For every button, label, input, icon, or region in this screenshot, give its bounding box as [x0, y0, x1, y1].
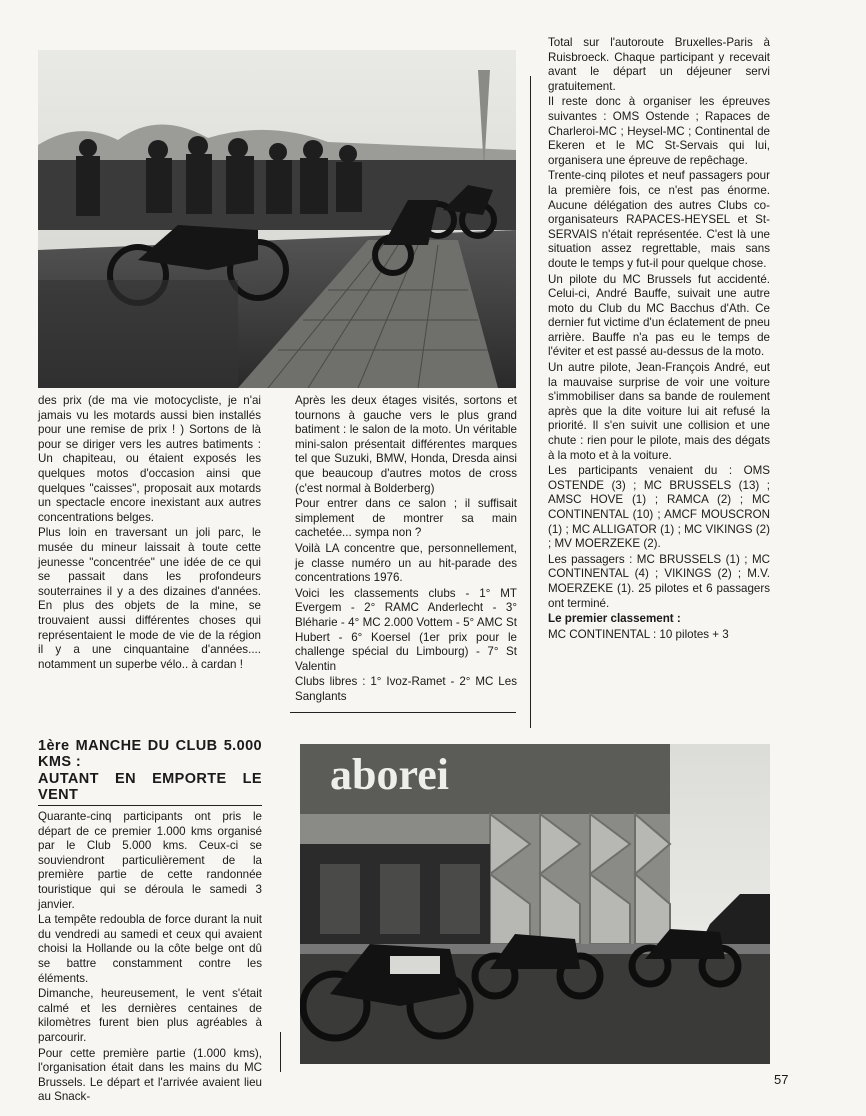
column-divider [280, 1032, 281, 1072]
paragraph: Clubs libres : 1° Ivoz-Ramet - 2° MC Les Sanglants [295, 675, 517, 703]
heading-rule [38, 805, 262, 806]
paragraph: Pour entrer dans ce salon ; il suffisait simplement de montrer sa main cachetée... sympa non ? [295, 497, 517, 540]
paragraph: Pour cette première partie (1.000 kms), l'organisation était dans les mains du MC Brussels. Le départ et l'arrivée avaient lieu au Snack- [38, 1046, 262, 1104]
paragraph: Total sur l'autoroute Bruxelles-Paris à Ruisbroeck. Chaque participant y recevait avant le départ un déjeuner servi gratuitement. [548, 36, 770, 93]
paragraph: Un pilote du MC Brussels fut accidenté. Celui-ci, André Bauffe, suivait une autre moto du Club du MC Bacchus d'Ath. Ce dernier fut victime d'un éclatement de pneu arrière. Bauffe n'a pas eu le temps de l'éviter et est passé au-dessus de la moto. [548, 272, 770, 359]
classement-label: Le premier classement : [548, 612, 681, 626]
paragraph: La tempête redoubla de force durant la nuit du vendredi au samedi et ceux qui avaient choisi la Hollande ou la côte belge ont dû se battre constamment contre les éléments. [38, 913, 262, 985]
paragraph: Dimanche, heureusement, le vent s'était calmé et les dernières centaines de kilomètres furent bien plus agréables à parcourir. [38, 987, 262, 1044]
article-column-2 [295, 394, 517, 705]
column-divider [530, 76, 531, 728]
article-heading: 1ère MANCHE DU CLUB 5.000 KMS : [38, 738, 262, 770]
paragraph: des prix (de ma vie motocycliste, je n'ai jamais vu les motards aussi bien installés pour une remise de prix ! ) Sortons de là pour se diriger vers les autres batiments : Un chapiteau, ou étaient exposés les quelques motos d'occasion ainsi que quelques "caisses", proposait aux motards un spectacle encore inexistant aux autres concentrations belges. [38, 394, 261, 524]
paragraph: Voici les classements clubs - 1° MT Evergem - 2° RAMC Anderlecht - 3° Bléharie - 4° MC 2.000 Vottem - 5° AMC St Hubert - 6° Koersel (1er prix pour le challenge spécial du Limbourg) - 7° St Valentin [295, 586, 517, 673]
classement-line: MC CONTINENTAL : 10 pilotes + 3 [548, 627, 729, 641]
page-number: 57 [774, 1072, 789, 1087]
article-column-3 [548, 36, 770, 643]
photo-motorcycles-parking [38, 50, 516, 388]
article-subheading: AUTANT EN EMPORTE LE VENT [38, 771, 262, 803]
paragraph: Les participants venaient du : OMS OSTENDE (3) ; MC BRUSSELS (13) ; AMSC HOVE (1) ; RAMCA (2) ; MC CONTINENTAL (10) ; AMCF MOUSCRON (1) ; MC ALLIGATOR (1) ; MC VIKINGS (2) ; MV MOERZEKE (2). [548, 464, 770, 551]
paragraph: Les passagers : MC BRUSSELS (1) ; MC CONTINENTAL (4) ; VIKINGS (2) ; M.V. MOERZEKE (1). 25 pilotes et 6 passagers ont terminé. [548, 552, 770, 610]
paragraph: Il reste donc à organiser les épreuves suivantes : OMS Ostende ; Rapaces de Charleroi-MC ; Heysel-MC ; Continental de Ekeren et le MC St-Servais qui lui, organisera une épreuve de repêchage. [548, 95, 770, 167]
section-divider [290, 712, 516, 713]
article-column-4 [38, 738, 262, 1106]
paragraph: Quarante-cinq participants ont pris le départ de ce premier 1.000 kms organisé par le Club 5.000 kms. Ceux-ci se souviendront particulièrement de la première partie de cette randonnée touristique qui se déroula le samedi 3 janvier. [38, 810, 262, 911]
paragraph: Un autre pilote, Jean-François André, eut la mauvaise surprise de voir une voiture s'immobiliser dans sa bande de roulement après que la dite voiture lui ait refusé la priorité. Il s'en suivit une collision et une chute : rien pour le pilote, mais des dégats à la moto et à la voiture. [548, 361, 770, 462]
paragraph: Trente-cinq pilotes et neuf passagers pour la première fois, ce n'est pas énorme. Aucune délégation des autres Clubs co-organisateurs RAPACES-HEYSEL et St-SERVAIS n'était représentée. C'est là une situation assez regrettable, mais sans doute le temps y fut-il pour quelque chose. [548, 169, 770, 270]
storefront-sign: aborei [330, 750, 449, 799]
paragraph: Plus loin en traversant un joli parc, le musée du mineur laissait à toute cette jeunesse "concentrée" une idée de ce qui se passait dans les profondeurs souterraines il y a des dizaines d'années. En plus des objets de la mine, se trouvaient aussi différentes choses qui représentaient le mode de vie de la région il y a une cinquantaine d'années.... notamment un superbe vélo.. à cardan ! [38, 526, 261, 671]
paragraph: Voilà LA concentre que, personnellement, je classe numéro un au hit-parade des concentrations 1976. [295, 541, 517, 585]
paragraph: Après les deux étages visités, sortons et tournons à gauche vers le plus grand batiment : le salon de la moto. Un véritable mini-salon présentait différentes marques tel que Suzuki, BMW, Honda, Dresda ainsi que beaucoup d'autres motos de cross (c'est normal à Bolderberg) [295, 394, 517, 495]
article-column-1 [38, 394, 261, 673]
photo-motorcycles-snack [300, 744, 770, 1064]
